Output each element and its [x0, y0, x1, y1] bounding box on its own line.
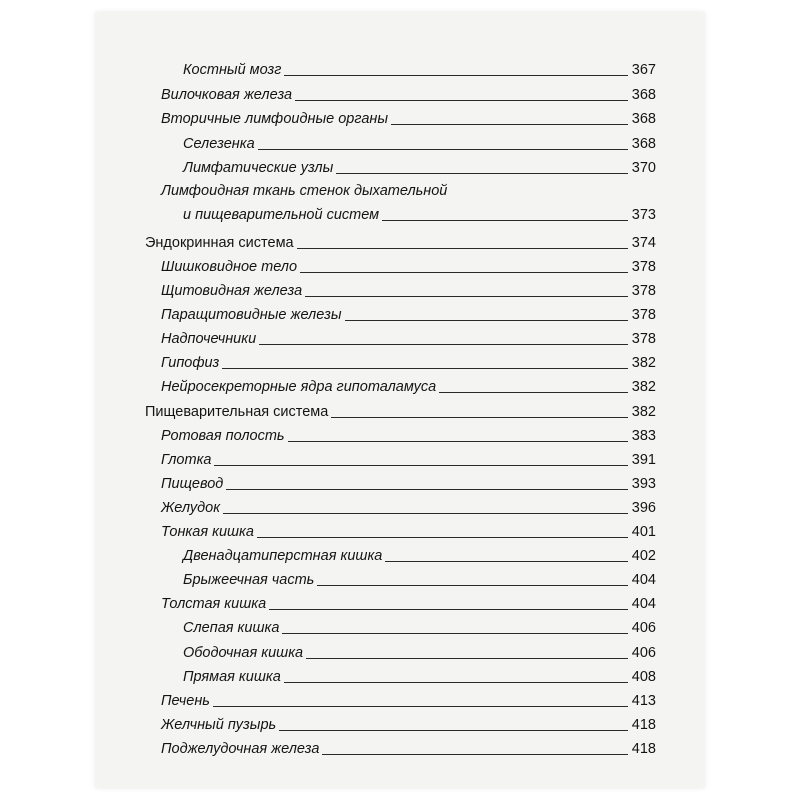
toc-entry-colon[interactable]: [183, 645, 656, 662]
toc-entry-title: Шишковидное тело: [161, 259, 298, 275]
toc-entry-title: Пищевод: [161, 476, 224, 492]
toc-entry-page: 404: [631, 596, 656, 612]
toc-entry-page: 413: [631, 693, 656, 709]
toc-entry-title: Брыжеечная часть: [183, 572, 315, 588]
dot-leader: [306, 658, 628, 659]
toc-entry-stomach[interactable]: [161, 500, 656, 517]
toc-entry-thyroid[interactable]: [161, 283, 656, 300]
toc-entry-hypothalamic-nuclei[interactable]: [161, 379, 656, 396]
dot-leader: [288, 441, 628, 442]
dot-leader: [439, 392, 628, 393]
toc-entry-page: 378: [631, 331, 656, 347]
toc-entry-cecum[interactable]: [183, 620, 656, 637]
dot-leader: [295, 100, 628, 101]
dot-leader: [279, 730, 628, 731]
dot-leader: [258, 149, 628, 150]
toc-entry-page: 383: [631, 428, 656, 444]
toc-entry-page: 374: [631, 235, 656, 251]
dot-leader: [331, 417, 627, 418]
toc-entry-title: Гипофиз: [161, 355, 220, 371]
toc-entry-rectum[interactable]: [183, 669, 656, 686]
toc-entry-title: Селезенка: [183, 136, 255, 152]
toc-entry-gallbladder[interactable]: [161, 717, 656, 734]
dot-leader: [322, 754, 627, 755]
toc-entry-page: 368: [631, 111, 656, 127]
toc-entry-esophagus[interactable]: [161, 476, 656, 493]
toc-entry-title: Поджелудочная железа: [161, 741, 320, 757]
toc-entry-page: 404: [631, 572, 656, 588]
dot-leader: [391, 124, 628, 125]
toc-entry-title: Ротовая полость: [161, 428, 285, 444]
toc-entry-thymus[interactable]: [161, 87, 656, 104]
toc-entry-oral-cavity[interactable]: [161, 428, 656, 445]
toc-entry-digestive-system[interactable]: [145, 404, 656, 421]
toc-entry-page: 378: [631, 283, 656, 299]
dot-leader: [282, 633, 627, 634]
toc-entry-page: 382: [631, 404, 656, 420]
dot-leader: [385, 561, 627, 562]
toc-entry-title: Вторичные лимфоидные органы: [161, 111, 389, 127]
toc-entry-lymphoid-tissue[interactable]: [183, 207, 656, 224]
toc-entry-title: Тонкая кишка: [161, 524, 254, 540]
toc-entry-lymphoid-tissue-line1: Лимфоидная ткань стенок дыхательной: [161, 183, 448, 199]
toc-entry-page: 402: [631, 548, 656, 564]
toc-entry-lymph-nodes[interactable]: [183, 160, 656, 177]
toc-entry-page: 418: [631, 741, 656, 757]
toc-entry-title: Желудок: [161, 500, 221, 516]
toc-entry-title: Паращитовидные железы: [161, 307, 342, 323]
toc-entry-title: Желчный пузырь: [161, 717, 277, 733]
toc-entry-title: Эндокринная система: [145, 235, 294, 251]
dot-leader: [300, 272, 628, 273]
toc-entry-page: 408: [631, 669, 656, 685]
dot-leader: [226, 489, 627, 490]
toc-entry-page: 393: [631, 476, 656, 492]
toc-entry-title: Лимфатические узлы: [183, 160, 334, 176]
dot-leader: [269, 609, 628, 610]
toc-entry-title: и пищеварительной систем: [183, 207, 380, 223]
toc-entry-duodenum[interactable]: [183, 548, 656, 565]
toc-entry-pituitary[interactable]: [161, 355, 656, 372]
toc-entry-page: 406: [631, 620, 656, 636]
toc-entry-mesenteric-part[interactable]: [183, 572, 656, 589]
toc-entry-page: 370: [631, 160, 656, 176]
toc-entry-adrenal-glands[interactable]: [161, 331, 656, 348]
toc-entry-page: 382: [631, 379, 656, 395]
dot-leader: [259, 344, 628, 345]
dot-leader: [382, 220, 628, 221]
toc-entry-page: 401: [631, 524, 656, 540]
dot-leader: [223, 513, 628, 514]
toc-entry-small-intestine[interactable]: [161, 524, 656, 541]
toc-entry-title: Щитовидная железа: [161, 283, 303, 299]
toc-entry-title: Глотка: [161, 452, 212, 468]
toc-entry-page: 373: [631, 207, 656, 223]
toc-entry-endocrine-system[interactable]: [145, 235, 656, 252]
toc-entry-title: Толстая кишка: [161, 596, 267, 612]
dot-leader: [336, 173, 628, 174]
toc-entry-title: Костный мозг: [183, 62, 282, 78]
toc-entry-pharynx[interactable]: [161, 452, 656, 469]
toc-entry-parathyroid[interactable]: [161, 307, 656, 324]
toc-entry-title: Вилочковая железа: [161, 87, 293, 103]
toc-entry-title: Слепая кишка: [183, 620, 280, 636]
dot-leader: [257, 537, 628, 538]
toc-entry-spleen[interactable]: [183, 136, 656, 153]
dot-leader: [214, 465, 627, 466]
toc-entry-page: 368: [631, 87, 656, 103]
dot-leader: [222, 368, 628, 369]
toc-entry-secondary-lymphoid-organs[interactable]: [161, 111, 656, 128]
toc-entry-title: Нейросекреторные ядра гипоталамуса: [161, 379, 437, 395]
dot-leader: [284, 682, 628, 683]
toc-entry-pineal-body[interactable]: [161, 259, 656, 276]
toc-entry-page: 378: [631, 259, 656, 275]
toc-entry-page: 367: [631, 62, 656, 78]
toc-entry-title: Печень: [161, 693, 210, 709]
toc-entry-title: Надпочечники: [161, 331, 257, 347]
dot-leader: [305, 296, 628, 297]
dot-leader: [284, 75, 627, 76]
toc-entry-page: 391: [631, 452, 656, 468]
toc-entry-large-intestine[interactable]: [161, 596, 656, 613]
toc-entry-pancreas[interactable]: [161, 741, 656, 758]
toc-entry-page: 368: [631, 136, 656, 152]
toc-entry-page: 378: [631, 307, 656, 323]
toc-entry-title: Прямая кишка: [183, 669, 281, 685]
toc-entry-page: 418: [631, 717, 656, 733]
toc-entry-page: 396: [631, 500, 656, 516]
dot-leader: [213, 706, 628, 707]
toc-entry-liver[interactable]: [161, 693, 656, 710]
dot-leader: [345, 320, 628, 321]
toc-entry-page: 382: [631, 355, 656, 371]
dot-leader: [297, 248, 628, 249]
toc-entry-title: Пищеварительная система: [145, 404, 329, 420]
toc-entry-page: 406: [631, 645, 656, 661]
toc-entry-bone-marrow[interactable]: [183, 62, 656, 79]
dot-leader: [317, 585, 627, 586]
toc-entry-title: Ободочная кишка: [183, 645, 304, 661]
toc-entry-title: Двенадцатиперстная кишка: [183, 548, 383, 564]
